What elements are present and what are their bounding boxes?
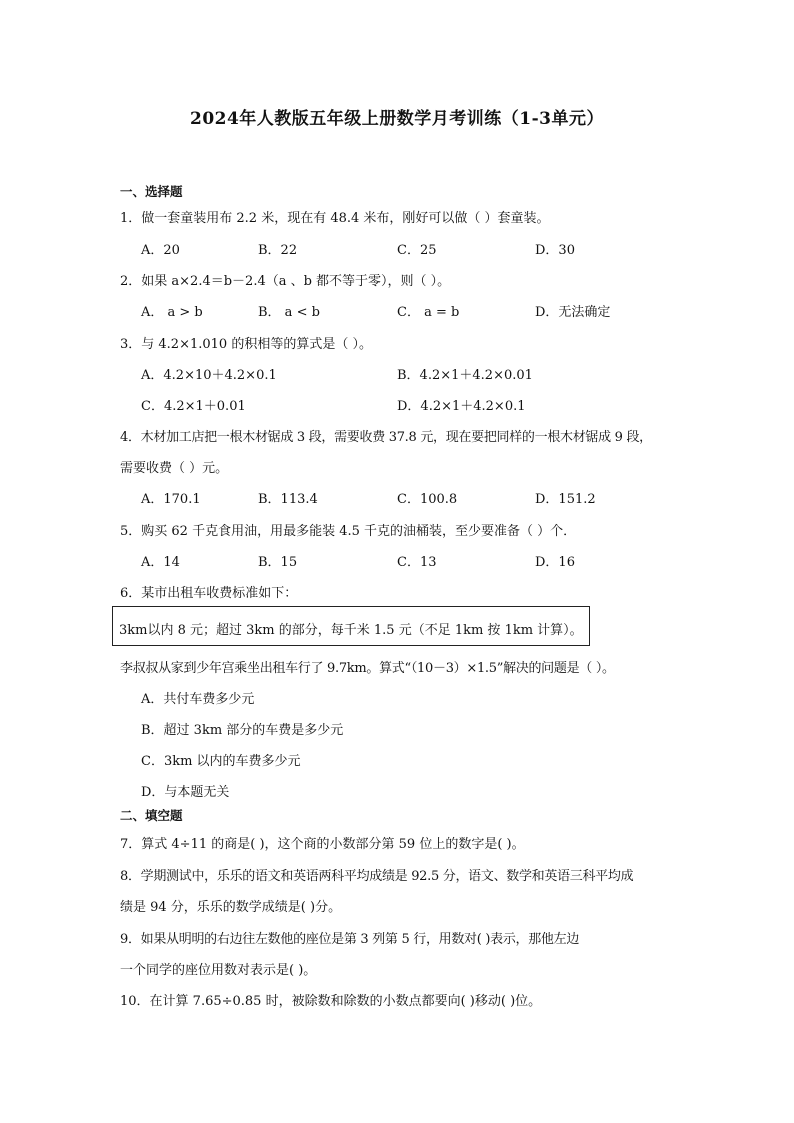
q5-option-b: B．15 [258, 555, 298, 570]
q4-option-d: D．151.2 [535, 492, 596, 507]
q2-option-c: C． a = b [397, 305, 460, 320]
question-8-line-1: 8．学期测试中，乐乐的语文和英语两科平均成绩是 92.5 分，语文、数学和英语三科平均成 [120, 869, 634, 884]
q4-option-a: A．170.1 [141, 492, 201, 507]
question-10: 10．在计算 7.65÷0.85 时，被除数和除数的小数点都要向( )移动( )位。 [120, 994, 542, 1009]
q1-option-d: D．30 [535, 243, 575, 258]
q2-option-a: A． a > b [141, 305, 203, 320]
question-9-line-2: 一个同学的座位用数对表示是( )。 [120, 963, 317, 978]
q3-option-b: B．4.2×1＋4.2×0.01 [397, 368, 533, 383]
fare-standard-text: 3km以内 8 元；超过 3km 的部分，每千米 1.5 元（不足 1km 按 1km 计算）。 [119, 623, 583, 638]
question-9-line-1: 9．如果从明明的右边往左数他的座位是第 3 列第 5 行，用数对( )表示，那他左边 [120, 932, 580, 947]
question-4-line-1: 4．木材加工店把一根木材锯成 3 段，需要收费 37.8 元，现在要把同样的一根木材锯成 9 段， [120, 430, 652, 445]
question-6-prompt: 李叔叔从家到少年宫乘坐出租车行了 9.7km。算式“（10－3）×1.5”解决的问题是（ ）。 [120, 661, 615, 676]
question-2: 2．如果 a×2.4＝b－2.4（a 、b 都不等于零），则（ ）。 [120, 274, 451, 289]
q6-option-c: C．3km 以内的车费多少元 [141, 754, 301, 769]
q6-option-a: A．共付车费多少元 [141, 692, 255, 707]
q6-option-b: B．超过 3km 部分的车费是多少元 [141, 723, 344, 738]
q5-option-c: C．13 [397, 555, 437, 570]
section-heading-choice: 一、选择题 [120, 184, 183, 199]
q4-option-c: C．100.8 [397, 492, 458, 507]
question-4-line-2: 需要收费（ ）元。 [120, 461, 229, 476]
q3-option-c: C．4.2×1＋0.01 [141, 399, 246, 414]
question-6: 6．某市出租车收费标准如下： [120, 586, 298, 601]
page-title: 2024年人教版五年级上册数学月考训练（1-3单元） [189, 109, 605, 129]
question-3: 3．与 4.2×1.010 的积相等的算式是（ ）。 [120, 337, 372, 352]
section-heading-fill: 二、填空题 [120, 808, 183, 823]
q2-option-d: D．无法确定 [535, 305, 611, 320]
question-1: 1．做一套童装用布 2.2 米，现在有 48.4 米布，刚好可以做（ ）套童装。 [120, 211, 550, 226]
q6-option-d: D．与本题无关 [141, 785, 230, 800]
fare-standard-box [112, 606, 590, 646]
q3-option-a: A．4.2×10＋4.2×0.1 [141, 368, 277, 383]
question-8-line-2: 绩是 94 分，乐乐的数学成绩是( )分。 [120, 900, 342, 915]
q2-option-b: B． a < b [258, 305, 320, 320]
q1-option-c: C．25 [397, 243, 437, 258]
question-5: 5．购买 62 千克食用油，用最多能装 4.5 千克的油桶装，至少要准备（ ）个． [120, 524, 577, 539]
q1-option-a: A．20 [141, 243, 180, 258]
question-7: 7．算式 4÷11 的商是( )，这个商的小数部分第 59 位上的数字是( )。 [120, 837, 525, 852]
q5-option-d: D．16 [535, 555, 575, 570]
q5-option-a: A．14 [141, 555, 180, 570]
q1-option-b: B．22 [258, 243, 298, 258]
q3-option-d: D．4.2×1＋4.2×0.1 [397, 399, 526, 414]
q4-option-b: B．113.4 [258, 492, 318, 507]
